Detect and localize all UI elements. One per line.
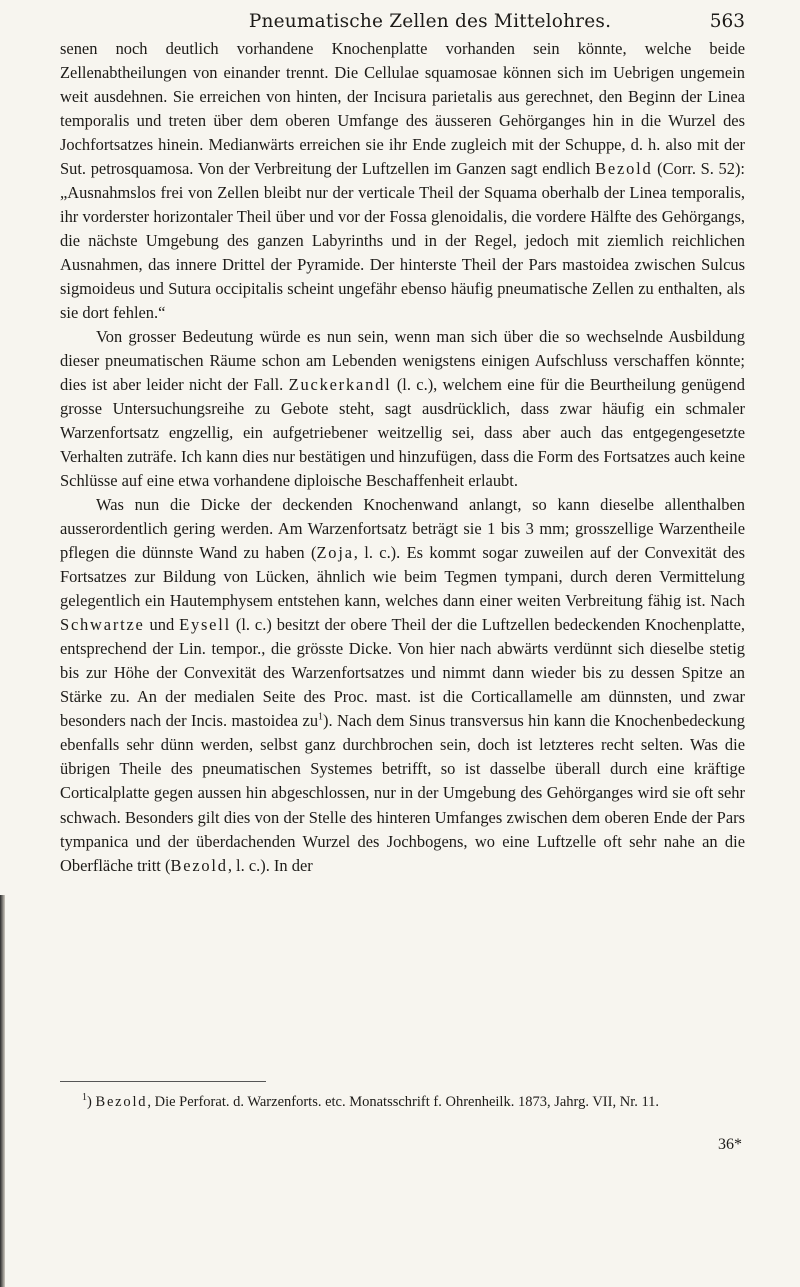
body-text	[60, 37, 745, 878]
paragraph-1	[60, 37, 745, 325]
paragraph-2	[60, 325, 745, 493]
text-run: , l. c.). In der	[227, 855, 313, 875]
page-edge-shadow	[0, 895, 5, 1287]
spaced-name: Zoja	[316, 543, 354, 563]
spaced-name: Eysell	[179, 615, 231, 635]
text-run: (l. c.) besitzt der obere Theil der die Luftzellen bedeckenden Knochenplatte, entsprechend der Lin. tempor., die grösste Dicke. Von hier nach abwärts verdünnt sich dieselbe stetig bis zur Höhe der Convexität des Warzenfortsatzes und nimmt dann wieder bis zu dessen Spitze an Stärke zu. An der medialen Seite des Proc. mast. ist die Corticallamelle am dünnsten, und zwar besonders nach der Incis. mastoidea zu	[60, 615, 746, 731]
footnote-rule	[60, 1081, 266, 1082]
paragraph-3	[60, 493, 745, 877]
running-title: Pneumatische Zellen des Mittelohres.	[248, 11, 612, 32]
text-run: (l. c.), welchem eine für die Beurtheilung genügend grosse Untersuchungsreihe zu Gebote steht, sagt ausdrücklich, dass zwar häufig ein schmaler Warzenfortsatz engzellig, ein aufgetriebener weitzellig sei, dass aber auch das entgegengesetzte Verhalten zuträfe. Ich kann dies nur bestätigen und hinzufügen, dass die Form des Fortsatzes auch keine Schlüsse auf eine etwa vorhandene diploische Beschaffenheit erlaubt.	[60, 375, 745, 491]
spaced-name: Bezold	[95, 1094, 148, 1110]
text-run: Was nun die Dicke der deckenden Knochenwand anlangt, so kann dieselbe allenthalben ausserordentlich gering werden. Am Warzenfortsatz beträgt sie 1 bis 3 mm; grosszellige Warzentheile pflegen die dünnste Wand zu haben (	[60, 495, 745, 563]
text-run: , l. c.). Es kommt sogar zuweilen auf der Convexität des Fortsatzes zur Bildung von Lücken, ähnlich wie beim Tegmen tympani, durch deren Vermittelung gelegentlich ein Hautemphysem entstehen kann, welches dann einer weiten Verbreitung fähig ist. Nach	[60, 543, 746, 611]
text-run: ). Nach dem Sinus transversus hin kann die Knochenbedeckung ebenfalls sehr dünn werden, selbst ganz durchbrochen sein, doch ist letzteres recht selten. Was die übrigen Theile des pneumatischen Systemes betrifft, so ist dasselbe überall durch eine kräftige Corticalplatte gegen aussen hin abgeschlossen, nur in der Umgebung des Gehörganges wird sie oft sehr schwach. Besonders gilt dies von der Stelle des hinteren Umfanges zwischen dem oberen Ende der Pars tympanica und der überdachenden Wurzel des Jochbogens, wo eine Luftzelle oft sehr nahe an die Oberfläche tritt (	[60, 711, 745, 875]
text-run: (Corr. S. 52): „Ausnahmslos frei von Zellen bleibt nur der verticale Theil der Squama oberhalb der Linea temporalis, ihr vorderster horizontaler Theil über und vor der Fossa glenoidalis, die vordere Hälfte des Gehörgangs, die nächste Umgebung des ganzen Labyrinths und in der Regel, jedoch mit ziemlich reichlichen Ausnahmen, das innere Drittel der Pyramide. Der hinterste Theil der Pars mastoidea zwischen Sulcus sigmoideus und Sutura occipitalis scheint ungefähr ebenso häufig pneumatische Zellen zu enthalten, als sie dort fehlen.“	[60, 159, 745, 323]
spaced-name: Bezold	[595, 159, 653, 179]
page-number: 563	[709, 11, 745, 32]
text-run: Von grosser Bedeutung würde es nun sein, wenn man sich über die so wechselnde Ausbildung dieser pneumatischen Räume schon am Lebenden wenigstens einigen Aufschluss verschaffen könnte; dies ist aber leider nicht der Fall.	[60, 327, 745, 395]
text-run: und	[144, 615, 180, 635]
spaced-name: Zuckerkandl	[288, 375, 392, 395]
footnote-text	[60, 1091, 750, 1113]
spaced-name: Bezold	[170, 855, 228, 875]
text-run: )	[87, 1094, 96, 1110]
spaced-name: Schwartze	[60, 615, 145, 635]
text-run: senen noch deutlich vorhandene Knochenplatte vorhanden sein könnte, welche beide Zellenabtheilungen von einander trennt. Die Cellulae squamosae können sich im Uebrigen ungemein weit ausdehnen. Sie erreichen von hinten, der Incisura parietalis aus gerechnet, den Beginn der Linea temporalis und treten über dem oberen Umfange des äusseren Gehörganges hin in die Wurzel des Jochfortsatzes hinein. Medianwärts erreichen sie ihr Ende zugleich mit der Schuppe, d. h. also mit der Sut. petrosquamosa. Von der Verbreitung der Luftzellen im Ganzen sagt endlich	[60, 39, 745, 179]
signature-mark: 36*	[718, 1136, 742, 1153]
footnote-marker: 1	[82, 1092, 87, 1104]
footnote-marker: 1	[318, 711, 324, 723]
text-run: , Die Perforat. d. Warzenforts. etc. Monatsschrift f. Ohrenheilk. 1873, Jahrg. VII, Nr. 11.	[147, 1094, 660, 1110]
footnote	[60, 1091, 750, 1113]
